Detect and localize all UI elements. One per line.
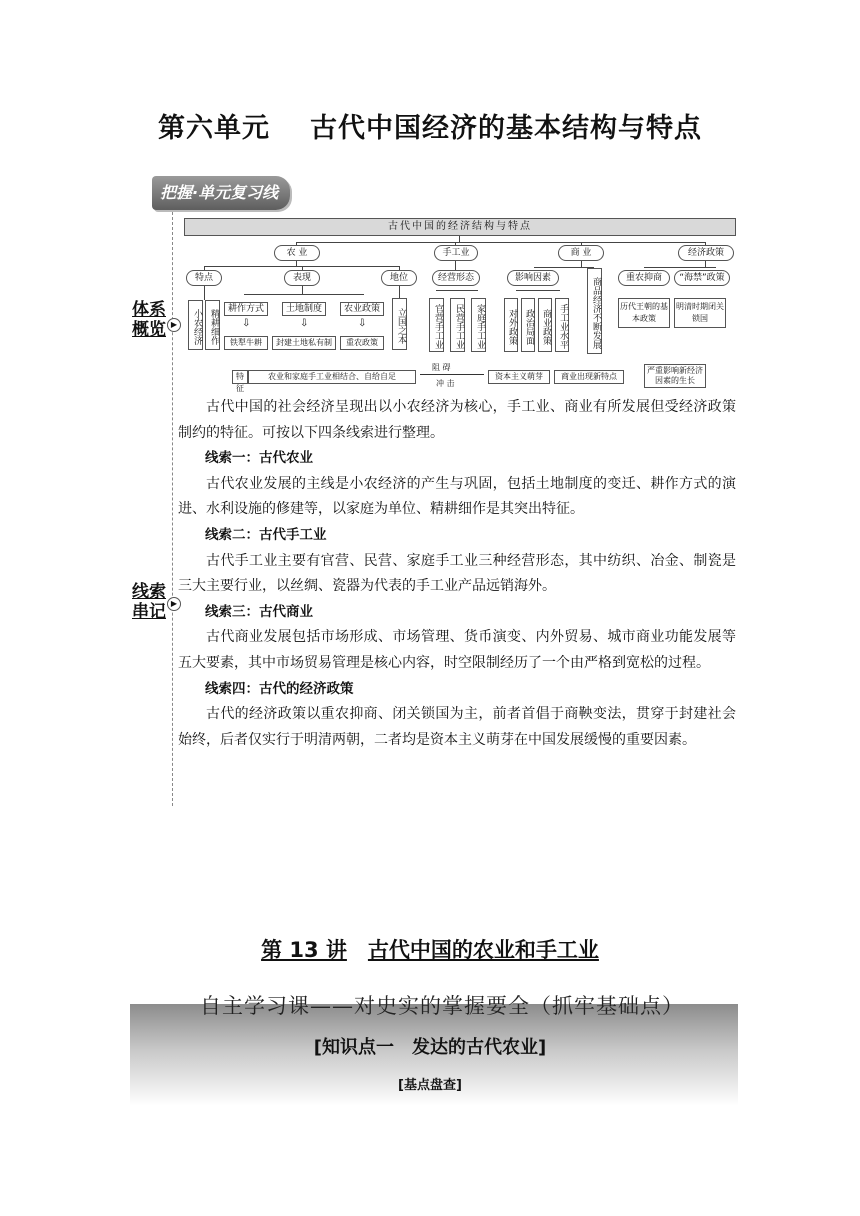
agri-show-3b: 重农政策 — [340, 336, 384, 350]
clue-3-heading: 线索三：古代商业 — [205, 603, 313, 620]
agri-feature-2: 精耕细作 — [205, 300, 220, 350]
clue-text — [178, 395, 736, 753]
agri-feature-1: 小农经济 — [188, 300, 203, 350]
review-banner: 把握·单元复习线索 — [152, 176, 290, 210]
craft-forms: 经营形态 — [432, 270, 480, 286]
comm-factors: 影响因素 — [507, 270, 559, 286]
capitalism-sprout: 资本主义萌芽 — [488, 370, 550, 384]
category-agriculture: 农 业 — [274, 245, 320, 261]
commerce-new-feature: 商业出现新特点 — [554, 370, 624, 384]
side-label-overview: 体系概览 — [132, 300, 166, 340]
comm-factor-2: 政治局面 — [521, 298, 535, 352]
comm-factor-1: 对外政策 — [504, 298, 518, 352]
clue-4-heading: 线索四：古代的经济政策 — [205, 680, 354, 697]
policy-effect: 严重影响新经济因素的生长 — [644, 364, 706, 388]
agri-status-1: 立国之本 — [392, 298, 407, 350]
clue-1-text: 古代农业发展的主线是小农经济的产生与巩固，包括土地制度的变迁、耕作方式的演进、水利设施的修建等，以家庭为单位、精耕细作是其突出特征。 — [178, 475, 736, 518]
agri-show-3: 农业政策 — [340, 302, 384, 316]
craft-form-1: 官营手工业 — [429, 298, 444, 352]
unit-title: 第六单元 古代中国经济的基本结构与特点 — [158, 113, 702, 144]
agri-show-1: 耕作方式 — [224, 302, 268, 316]
agri-status: 地位 — [381, 270, 417, 286]
lesson-subtitle: 自主学习课——对史实的掌握要全（抓牢基础点） — [200, 994, 684, 1018]
agri-feature: 特点 — [186, 270, 222, 286]
feature-text: 农业和家庭手工业相结合、自给自足 — [248, 370, 416, 384]
clue-2-text: 古代手工业主要有官营、民营、家庭手工业三种经营形态，其中纺织、冶金、制瓷是三大主要行业，以丝绸、瓷器为代表的手工业产品远销海外。 — [178, 552, 736, 595]
category-policy: 经济政策 — [678, 245, 734, 261]
clue-4-text: 古代的经济政策以重农抑商、闭关锁国为主，前者首倡于商鞅变法，贯穿于封建社会始终，后者仅实行于明清两朝，二者均是资本主义萌芽在中国发展缓慢的重要因素。 — [178, 706, 736, 748]
intro-paragraph: 古代中国的社会经济呈现出以小农经济为核心，手工业、商业有所发展但受经济政策制约的特征。可按以下四条线索进行整理。 — [178, 399, 736, 441]
agri-show-2b: 封建土地私有制 — [272, 336, 336, 350]
clue-2-heading: 线索二：古代手工业 — [205, 526, 327, 543]
basic-check-heading: [基点盘查] — [398, 1078, 462, 1093]
comm-factor-4: 手工业水平 — [555, 298, 569, 352]
comm-factor-3: 商业政策 — [538, 298, 552, 352]
margin-divider — [172, 212, 173, 806]
comm-development: 商品经济不断发展 — [587, 268, 602, 354]
impact-label: 冲 击 — [436, 379, 455, 388]
policy-detail-1: 历代王朝的基本政策 — [618, 298, 670, 328]
craft-form-3: 家庭手工业 — [471, 298, 486, 352]
lecture-title: 第 13 讲 古代中国的农业和手工业 — [261, 938, 599, 962]
policy-2: “海禁”政策 — [674, 270, 730, 286]
agri-show-1b: 铁犁牛耕 — [224, 336, 268, 350]
feature-tag: 特征 — [232, 370, 248, 384]
clue-1-heading: 线索一：古代农业 — [205, 450, 313, 467]
agri-show: 表现 — [284, 270, 320, 286]
craft-form-2: 民营手工业 — [450, 298, 465, 352]
category-commerce: 商 业 — [558, 245, 604, 261]
structure-diagram: 古代中国的经济结构与特点 农 业 手工业 商 业 经济政策 特点 表现 地位 小农经济 精耕细作 耕作方式 土地制度 农业政策 ⇩ ⇩ ⇩ 铁犁牛耕 封建土地私有制 重农政策 立国之本 经营形态 官营手工业 民营手工业 家庭手工业 影响因素 对外政策 政治局面 商业政策 手工业水平 商品经济不断发展 重农抑商 “海禁”政策 历代王朝的基本政策 明清时期闭关锁国 严重影响新经济因素的生长 特征 农业和家庭手工业相结合、自给自足 阻 碍 冲 击 资本主义萌芽 商业出现新特点 — [184, 218, 736, 390]
policy-1: 重农抑商 — [618, 270, 670, 286]
policy-detail-2: 明清时期闭关锁国 — [674, 298, 726, 328]
chevron-right-icon: ▶ — [167, 318, 181, 332]
diagram-root: 古代中国的经济结构与特点 — [184, 218, 736, 236]
side-label-clues: 线索串记 — [132, 582, 166, 622]
category-handicraft: 手工业 — [434, 245, 478, 261]
agri-show-2: 土地制度 — [282, 302, 326, 316]
clue-3-text: 古代商业发展包括市场形成、市场管理、货币演变、内外贸易、城市商业功能发展等五大要素，其中市场贸易管理是核心内容，时空限制经历了一个由严格到宽松的过程。 — [178, 629, 736, 671]
hinder-label: 阻 碍 — [432, 363, 451, 372]
chevron-right-icon: ▶ — [167, 597, 181, 611]
knowledge-point-heading: [知识点一 发达的古代农业] — [313, 1037, 547, 1058]
